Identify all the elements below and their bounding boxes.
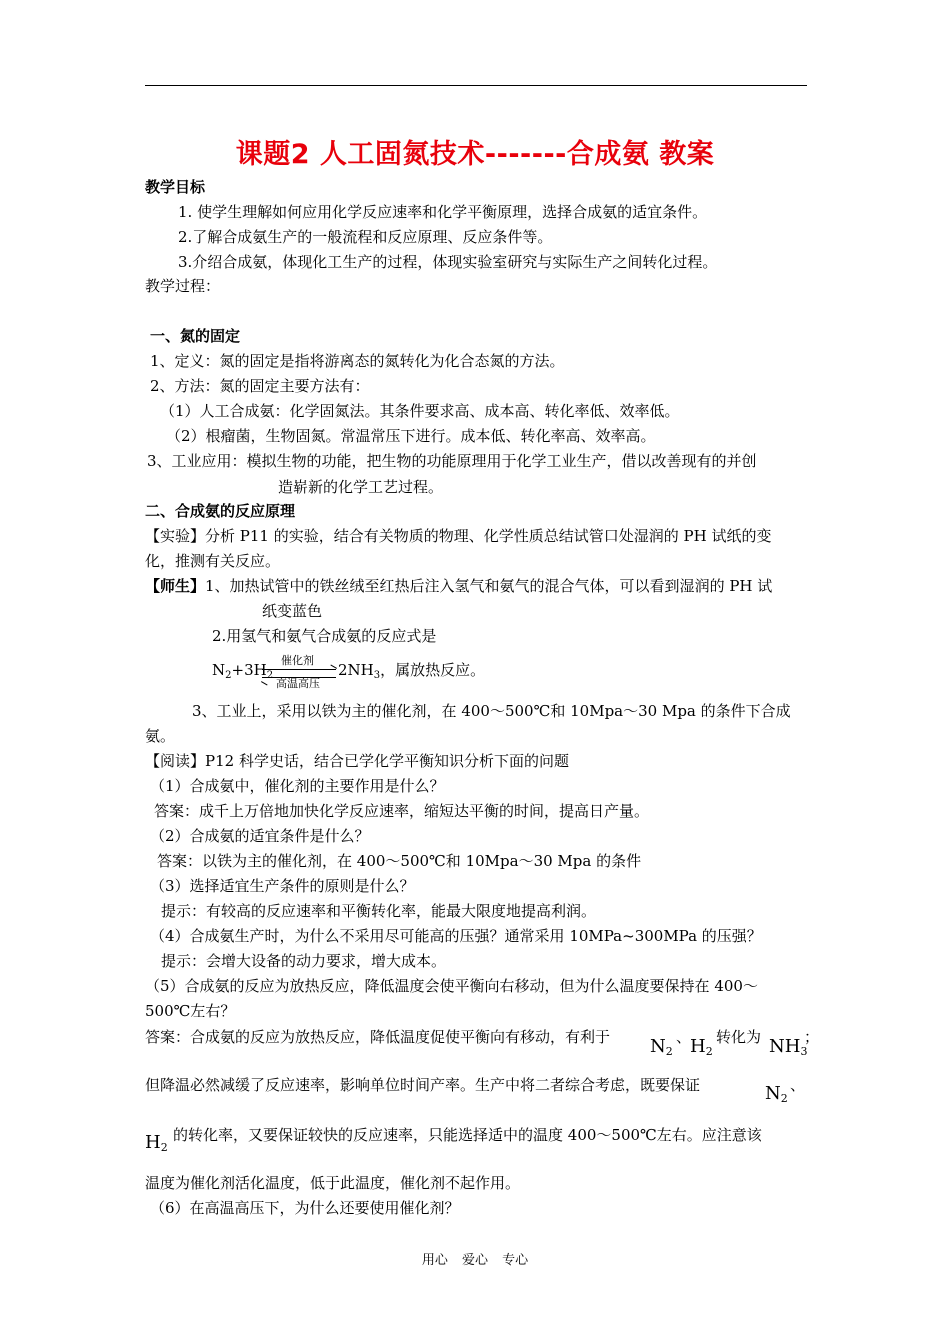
section2-heading: 二、合成氨的反应原理 (145, 502, 296, 520)
answer-5-line3: 的转化率，又要保证较快的反应速率，只能选择适中的温度 400～500℃左右。应注意该 (173, 1126, 762, 1144)
answer-4: 提示：会增大设备的动力要求，增大成本。 (161, 952, 447, 970)
teacher-student-tag: 【师生】 (145, 577, 206, 595)
page-footer: 用心 爱心 专心 (421, 1253, 529, 1268)
industry-line-cont: 氨。 (145, 727, 176, 745)
equation-condition-temp-pressure: 高温高压 (276, 677, 320, 690)
teacher-student-line-cont: 纸变蓝色 (262, 602, 323, 620)
separator: 、 (676, 1028, 692, 1046)
question-5-cont: 500℃左右？ (145, 1002, 236, 1020)
industry-line: 3、工业上，采用以铁为主的催化剂，在 400～500℃和 10Mpa～30 Mpa 的条件下合成 (192, 702, 791, 720)
page-title: 课题2 人工固氮技术-------合成氨 教案 (235, 139, 715, 170)
equation-reactants: $N_2+3H_2$ (212, 661, 274, 681)
formula-n2-second: $N_2$ (765, 1083, 788, 1105)
question-4: （4）合成氨生产时，为什么不采用尽可能高的压强？通常采用 10MPa~300MPa 的压强？ (150, 927, 762, 945)
semicolon: ； (804, 1028, 820, 1046)
section1-application-cont: 造崭新的化学工艺过程。 (278, 478, 444, 496)
section1-method-2: （2）根瘤菌，生物固氮。常温常压下进行。成本低、转化率高、效率高。 (166, 427, 656, 445)
process-heading: 教学过程： (145, 277, 221, 295)
objective-item: 3.介绍合成氨，体现化工生产的过程，体现实验室研究与实际生产之间转化过程。 (178, 253, 718, 271)
equation-condition-catalyst: 催化剂 (281, 654, 314, 667)
question-3: （3）选择适宜生产条件的原则是什么？ (150, 877, 415, 895)
answer-5-line1: 答案：合成氨的反应为放热反应，降低温度促使平衡向有移动，有利于 (145, 1028, 611, 1046)
formula-n2: $N_2$ (650, 1036, 673, 1058)
answer-5-line2: 但降温必然减缓了反应速率，影响单位时间产率。生产中将二者综合考虑，既要保证 (145, 1076, 701, 1094)
question-5: （5）合成氨的反应为放热反应，降低温度会使平衡向右移动，但为什么温度要保持在 400～ (145, 977, 758, 995)
answer-1: 答案：成千上万倍地加快化学反应速率，缩短达平衡的时间，提高日产量。 (154, 802, 650, 820)
conversion-text: 转化为 (716, 1028, 762, 1046)
separator-second: 、 (790, 1076, 806, 1094)
objective-item: 1. 使学生理解如何应用化学反应速率和化学平衡原理，选择合成氨的适宜条件。 (178, 203, 708, 221)
experiment-line: 【实验】分析 P11 的实验，结合有关物质的物理、化学性质总结试管口处湿润的 PH 试纸的变 (145, 527, 772, 545)
answer-5-line4: 温度为催化剂活化温度，低于此温度，催化剂不起作用。 (145, 1174, 521, 1192)
answer-3: 提示：有较高的反应速率和平衡转化率，能最大限度地提高利润。 (161, 902, 597, 920)
experiment-tag: 【实验】 (145, 527, 206, 545)
section1-method-1: （1）人工合成氨：化学固氮法。其条件要求高、成本高、转化率低、效率低。 (160, 402, 680, 420)
answer-2: 答案：以铁为主的催化剂，在 400～500℃和 10Mpa～30 Mpa 的条件 (157, 852, 642, 870)
formula-h2: $H_2$ (690, 1036, 713, 1058)
objectives-heading: 教学目标 (145, 178, 206, 196)
reading-intro: 【阅读】P12 科学史话，结合已学化学平衡知识分析下面的问题 (145, 752, 569, 770)
objective-item: 2.了解合成氨生产的一般流程和反应原理、反应条件等。 (178, 228, 553, 246)
header-rule (145, 85, 807, 86)
question-1: （1）合成氨中，催化剂的主要作用是什么？ (150, 777, 445, 795)
experiment-line-cont: 化，推测有关反应。 (145, 552, 281, 570)
section1-heading: 一、氮的固定 (150, 327, 241, 345)
question-6: （6）在高温高压下，为什么还要使用催化剂？ (150, 1199, 460, 1217)
teacher-student-line: 【师生】1、加热试管中的铁丝绒至红热后注入氢气和氨气的混合气体，可以看到湿润的 PH 试 (145, 577, 773, 595)
section1-definition: 1、定义：氮的固定是指将游离态的氮转化为化合态氮的方法。 (150, 352, 565, 370)
section1-application: 3、工业应用：模拟生物的功能，把生物的功能原理用于化学工业生产，借以改善现有的并创 (147, 452, 757, 470)
section1-method: 2、方法：氮的固定主要方法有： (150, 377, 370, 395)
formula-h2-second: $H_2$ (145, 1132, 168, 1154)
formula-nh3: $NH_3$ (769, 1036, 808, 1058)
question-2: （2）合成氨的适宜条件是什么？ (150, 827, 370, 845)
equation-intro: 2.用氢气和氨气合成氨的反应式是 (212, 627, 437, 645)
equation-product: $2NH_3$，属放热反应。 (338, 661, 486, 681)
